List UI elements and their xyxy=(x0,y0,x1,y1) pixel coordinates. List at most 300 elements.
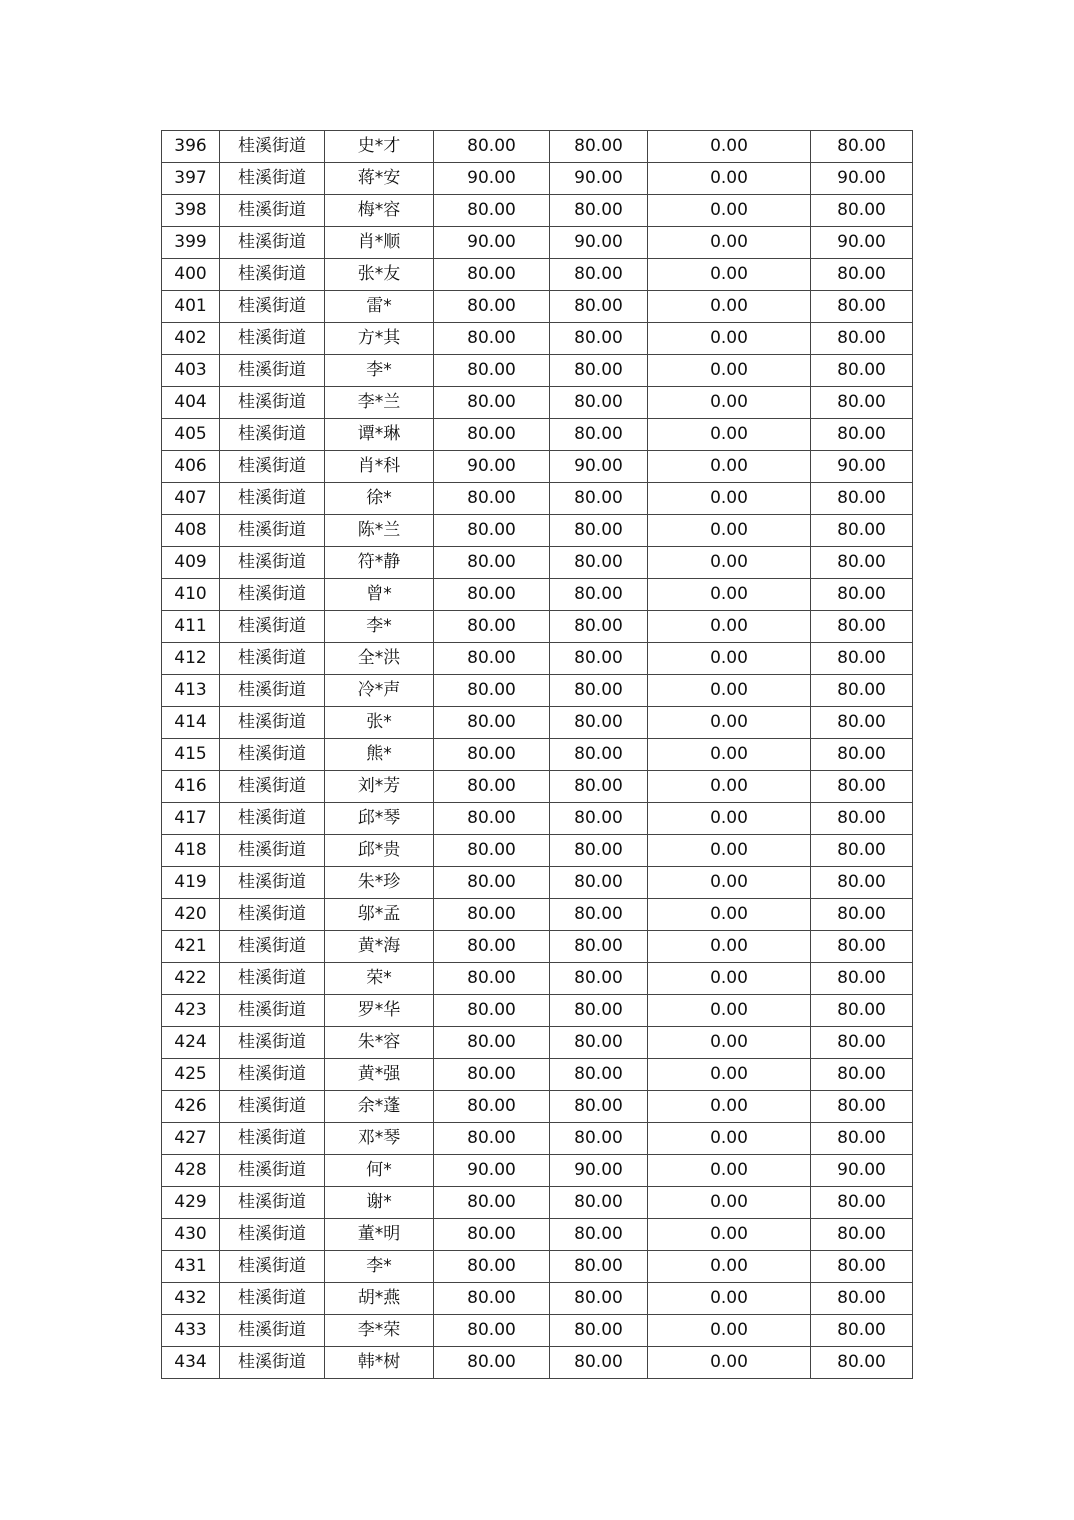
amount-cell: 80.00 xyxy=(434,1059,550,1091)
name-cell: 徐* xyxy=(325,483,434,515)
table-row xyxy=(162,1315,913,1347)
street-cell: 桂溪街道 xyxy=(220,1027,325,1059)
row-number-cell: 427 xyxy=(162,1123,220,1155)
amount-cell: 0.00 xyxy=(648,1347,811,1379)
name-cell: 朱*容 xyxy=(325,1027,434,1059)
name-cell: 邬*孟 xyxy=(325,899,434,931)
street-cell: 桂溪街道 xyxy=(220,963,325,995)
street-cell: 桂溪街道 xyxy=(220,739,325,771)
table-row xyxy=(162,675,913,707)
table-row xyxy=(162,1027,913,1059)
table-row xyxy=(162,227,913,259)
amount-cell: 0.00 xyxy=(648,1251,811,1283)
street-cell: 桂溪街道 xyxy=(220,419,325,451)
table-row xyxy=(162,1283,913,1315)
amount-cell: 80.00 xyxy=(550,547,648,579)
name-cell: 邱*琴 xyxy=(325,803,434,835)
amount-cell: 0.00 xyxy=(648,515,811,547)
street-cell: 桂溪街道 xyxy=(220,1219,325,1251)
table-row xyxy=(162,1187,913,1219)
amount-cell: 0.00 xyxy=(648,227,811,259)
amount-cell: 0.00 xyxy=(648,675,811,707)
amount-cell: 90.00 xyxy=(811,227,913,259)
name-cell: 罗*华 xyxy=(325,995,434,1027)
street-cell: 桂溪街道 xyxy=(220,1347,325,1379)
amount-cell: 0.00 xyxy=(648,291,811,323)
street-cell: 桂溪街道 xyxy=(220,1155,325,1187)
amount-cell: 80.00 xyxy=(811,1059,913,1091)
amount-cell: 80.00 xyxy=(811,995,913,1027)
amount-cell: 80.00 xyxy=(811,1219,913,1251)
amount-cell: 80.00 xyxy=(550,195,648,227)
amount-cell: 90.00 xyxy=(811,451,913,483)
amount-cell: 80.00 xyxy=(811,803,913,835)
name-cell: 何* xyxy=(325,1155,434,1187)
amount-cell: 80.00 xyxy=(434,1251,550,1283)
street-cell: 桂溪街道 xyxy=(220,227,325,259)
row-number-cell: 428 xyxy=(162,1155,220,1187)
row-number-cell: 409 xyxy=(162,547,220,579)
name-cell: 李*兰 xyxy=(325,387,434,419)
row-number-cell: 419 xyxy=(162,867,220,899)
name-cell: 余*蓬 xyxy=(325,1091,434,1123)
street-cell: 桂溪街道 xyxy=(220,547,325,579)
name-cell: 谭*琳 xyxy=(325,419,434,451)
table-row xyxy=(162,1347,913,1379)
table-row xyxy=(162,259,913,291)
name-cell: 李* xyxy=(325,1251,434,1283)
row-number-cell: 434 xyxy=(162,1347,220,1379)
amount-cell: 0.00 xyxy=(648,963,811,995)
amount-cell: 80.00 xyxy=(434,675,550,707)
name-cell: 邱*贵 xyxy=(325,835,434,867)
table-row xyxy=(162,899,913,931)
amount-cell: 80.00 xyxy=(550,963,648,995)
table-row xyxy=(162,931,913,963)
table-row xyxy=(162,771,913,803)
amount-cell: 80.00 xyxy=(811,1251,913,1283)
amount-cell: 80.00 xyxy=(550,675,648,707)
amount-cell: 80.00 xyxy=(811,1027,913,1059)
table-row xyxy=(162,483,913,515)
amount-cell: 80.00 xyxy=(811,387,913,419)
amount-cell: 80.00 xyxy=(550,1059,648,1091)
table-row xyxy=(162,1091,913,1123)
amount-cell: 80.00 xyxy=(434,547,550,579)
table-row xyxy=(162,1251,913,1283)
name-cell: 谢* xyxy=(325,1187,434,1219)
street-cell: 桂溪街道 xyxy=(220,643,325,675)
amount-cell: 80.00 xyxy=(811,355,913,387)
street-cell: 桂溪街道 xyxy=(220,1283,325,1315)
row-number-cell: 425 xyxy=(162,1059,220,1091)
name-cell: 全*洪 xyxy=(325,643,434,675)
amount-cell: 80.00 xyxy=(811,515,913,547)
street-cell: 桂溪街道 xyxy=(220,1123,325,1155)
amount-cell: 0.00 xyxy=(648,1027,811,1059)
row-number-cell: 429 xyxy=(162,1187,220,1219)
table-row xyxy=(162,163,913,195)
row-number-cell: 421 xyxy=(162,931,220,963)
table-row xyxy=(162,419,913,451)
table-row xyxy=(162,1155,913,1187)
row-number-cell: 426 xyxy=(162,1091,220,1123)
amount-cell: 90.00 xyxy=(550,451,648,483)
amount-cell: 80.00 xyxy=(811,579,913,611)
amount-cell: 80.00 xyxy=(550,387,648,419)
street-cell: 桂溪街道 xyxy=(220,1187,325,1219)
amount-cell: 80.00 xyxy=(434,867,550,899)
name-cell: 李*荣 xyxy=(325,1315,434,1347)
row-number-cell: 420 xyxy=(162,899,220,931)
amount-cell: 80.00 xyxy=(550,739,648,771)
amount-cell: 0.00 xyxy=(648,899,811,931)
amount-cell: 80.00 xyxy=(434,387,550,419)
name-cell: 雷* xyxy=(325,291,434,323)
amount-cell: 0.00 xyxy=(648,195,811,227)
amount-cell: 80.00 xyxy=(811,707,913,739)
amount-cell: 90.00 xyxy=(434,163,550,195)
amount-cell: 80.00 xyxy=(434,355,550,387)
amount-cell: 90.00 xyxy=(550,1155,648,1187)
name-cell: 方*其 xyxy=(325,323,434,355)
amount-cell: 80.00 xyxy=(550,995,648,1027)
table-row xyxy=(162,547,913,579)
street-cell: 桂溪街道 xyxy=(220,611,325,643)
name-cell: 肖*科 xyxy=(325,451,434,483)
amount-cell: 80.00 xyxy=(434,323,550,355)
amount-cell: 80.00 xyxy=(550,355,648,387)
street-cell: 桂溪街道 xyxy=(220,195,325,227)
name-cell: 韩*树 xyxy=(325,1347,434,1379)
amount-cell: 80.00 xyxy=(434,195,550,227)
amount-cell: 0.00 xyxy=(648,1059,811,1091)
row-number-cell: 402 xyxy=(162,323,220,355)
street-cell: 桂溪街道 xyxy=(220,291,325,323)
amount-cell: 0.00 xyxy=(648,1123,811,1155)
amount-cell: 90.00 xyxy=(434,227,550,259)
street-cell: 桂溪街道 xyxy=(220,387,325,419)
amount-cell: 80.00 xyxy=(550,1251,648,1283)
amount-cell: 80.00 xyxy=(550,1091,648,1123)
amount-cell: 0.00 xyxy=(648,1315,811,1347)
amount-cell: 80.00 xyxy=(811,1187,913,1219)
amount-cell: 0.00 xyxy=(648,707,811,739)
table-row xyxy=(162,803,913,835)
table-row xyxy=(162,1059,913,1091)
amount-cell: 0.00 xyxy=(648,163,811,195)
row-number-cell: 398 xyxy=(162,195,220,227)
amount-cell: 80.00 xyxy=(811,1347,913,1379)
name-cell: 邓*琴 xyxy=(325,1123,434,1155)
amount-cell: 80.00 xyxy=(811,131,913,163)
table-row xyxy=(162,1123,913,1155)
amount-cell: 80.00 xyxy=(434,803,550,835)
amount-cell: 0.00 xyxy=(648,1283,811,1315)
name-cell: 黄*海 xyxy=(325,931,434,963)
amount-cell: 80.00 xyxy=(434,483,550,515)
row-number-cell: 417 xyxy=(162,803,220,835)
amount-cell: 80.00 xyxy=(811,291,913,323)
amount-cell: 0.00 xyxy=(648,867,811,899)
table-row xyxy=(162,355,913,387)
row-number-cell: 397 xyxy=(162,163,220,195)
amount-cell: 80.00 xyxy=(550,579,648,611)
amount-cell: 0.00 xyxy=(648,739,811,771)
amount-cell: 90.00 xyxy=(811,1155,913,1187)
name-cell: 肖*顺 xyxy=(325,227,434,259)
row-number-cell: 410 xyxy=(162,579,220,611)
amount-cell: 80.00 xyxy=(550,1027,648,1059)
street-cell: 桂溪街道 xyxy=(220,1251,325,1283)
street-cell: 桂溪街道 xyxy=(220,835,325,867)
amount-cell: 90.00 xyxy=(434,1155,550,1187)
amount-cell: 80.00 xyxy=(434,515,550,547)
amount-cell: 80.00 xyxy=(434,1283,550,1315)
street-cell: 桂溪街道 xyxy=(220,259,325,291)
name-cell: 蒋*安 xyxy=(325,163,434,195)
row-number-cell: 404 xyxy=(162,387,220,419)
amount-cell: 80.00 xyxy=(434,1091,550,1123)
amount-cell: 90.00 xyxy=(434,451,550,483)
amount-cell: 80.00 xyxy=(550,803,648,835)
amount-cell: 80.00 xyxy=(550,515,648,547)
table-row xyxy=(162,963,913,995)
name-cell: 张* xyxy=(325,707,434,739)
street-cell: 桂溪街道 xyxy=(220,163,325,195)
amount-cell: 80.00 xyxy=(434,291,550,323)
table-row xyxy=(162,1219,913,1251)
amount-cell: 80.00 xyxy=(550,643,648,675)
table-row xyxy=(162,195,913,227)
amount-cell: 80.00 xyxy=(811,739,913,771)
street-cell: 桂溪街道 xyxy=(220,675,325,707)
amount-cell: 80.00 xyxy=(550,1283,648,1315)
amount-cell: 80.00 xyxy=(811,195,913,227)
table-row xyxy=(162,451,913,483)
table-body xyxy=(162,131,913,1379)
amount-cell: 0.00 xyxy=(648,259,811,291)
table-row xyxy=(162,611,913,643)
street-cell: 桂溪街道 xyxy=(220,131,325,163)
amount-cell: 0.00 xyxy=(648,547,811,579)
row-number-cell: 423 xyxy=(162,995,220,1027)
amount-cell: 80.00 xyxy=(434,419,550,451)
amount-cell: 80.00 xyxy=(550,835,648,867)
row-number-cell: 433 xyxy=(162,1315,220,1347)
street-cell: 桂溪街道 xyxy=(220,579,325,611)
name-cell: 荣* xyxy=(325,963,434,995)
street-cell: 桂溪街道 xyxy=(220,867,325,899)
row-number-cell: 407 xyxy=(162,483,220,515)
table-row xyxy=(162,739,913,771)
amount-cell: 80.00 xyxy=(434,1027,550,1059)
row-number-cell: 405 xyxy=(162,419,220,451)
amount-cell: 90.00 xyxy=(550,163,648,195)
amount-cell: 80.00 xyxy=(811,259,913,291)
amount-cell: 80.00 xyxy=(434,1219,550,1251)
amount-cell: 80.00 xyxy=(434,1123,550,1155)
amount-cell: 80.00 xyxy=(434,1187,550,1219)
amount-cell: 80.00 xyxy=(434,995,550,1027)
amount-cell: 80.00 xyxy=(434,611,550,643)
amount-cell: 80.00 xyxy=(811,1123,913,1155)
row-number-cell: 406 xyxy=(162,451,220,483)
name-cell: 冷*声 xyxy=(325,675,434,707)
street-cell: 桂溪街道 xyxy=(220,771,325,803)
amount-cell: 0.00 xyxy=(648,1187,811,1219)
name-cell: 刘*芳 xyxy=(325,771,434,803)
street-cell: 桂溪街道 xyxy=(220,323,325,355)
table-row xyxy=(162,707,913,739)
street-cell: 桂溪街道 xyxy=(220,707,325,739)
amount-cell: 80.00 xyxy=(550,259,648,291)
street-cell: 桂溪街道 xyxy=(220,803,325,835)
street-cell: 桂溪街道 xyxy=(220,1091,325,1123)
row-number-cell: 424 xyxy=(162,1027,220,1059)
amount-cell: 80.00 xyxy=(811,1315,913,1347)
table-row xyxy=(162,291,913,323)
table-row xyxy=(162,835,913,867)
amount-cell: 0.00 xyxy=(648,1155,811,1187)
row-number-cell: 422 xyxy=(162,963,220,995)
amount-cell: 0.00 xyxy=(648,803,811,835)
amount-cell: 0.00 xyxy=(648,611,811,643)
amount-cell: 80.00 xyxy=(811,771,913,803)
name-cell: 李* xyxy=(325,355,434,387)
amount-cell: 80.00 xyxy=(550,611,648,643)
row-number-cell: 413 xyxy=(162,675,220,707)
amount-cell: 0.00 xyxy=(648,579,811,611)
name-cell: 熊* xyxy=(325,739,434,771)
table-row xyxy=(162,995,913,1027)
name-cell: 董*明 xyxy=(325,1219,434,1251)
amount-cell: 80.00 xyxy=(550,707,648,739)
name-cell: 李* xyxy=(325,611,434,643)
amount-cell: 0.00 xyxy=(648,835,811,867)
street-cell: 桂溪街道 xyxy=(220,355,325,387)
amount-cell: 0.00 xyxy=(648,931,811,963)
amount-cell: 90.00 xyxy=(550,227,648,259)
amount-cell: 80.00 xyxy=(811,675,913,707)
amount-cell: 0.00 xyxy=(648,355,811,387)
amount-cell: 80.00 xyxy=(811,867,913,899)
table-row xyxy=(162,323,913,355)
name-cell: 曾* xyxy=(325,579,434,611)
row-number-cell: 432 xyxy=(162,1283,220,1315)
street-cell: 桂溪街道 xyxy=(220,515,325,547)
amount-cell: 80.00 xyxy=(550,419,648,451)
table-row xyxy=(162,515,913,547)
amount-cell: 0.00 xyxy=(648,131,811,163)
row-number-cell: 415 xyxy=(162,739,220,771)
street-cell: 桂溪街道 xyxy=(220,995,325,1027)
amount-cell: 0.00 xyxy=(648,387,811,419)
amount-cell: 80.00 xyxy=(811,899,913,931)
amount-cell: 80.00 xyxy=(811,611,913,643)
amount-cell: 80.00 xyxy=(434,707,550,739)
amount-cell: 80.00 xyxy=(434,259,550,291)
amount-cell: 80.00 xyxy=(550,483,648,515)
row-number-cell: 401 xyxy=(162,291,220,323)
amount-cell: 80.00 xyxy=(550,1187,648,1219)
row-number-cell: 411 xyxy=(162,611,220,643)
row-number-cell: 418 xyxy=(162,835,220,867)
amount-cell: 80.00 xyxy=(811,931,913,963)
amount-cell: 80.00 xyxy=(811,643,913,675)
street-cell: 桂溪街道 xyxy=(220,1315,325,1347)
data-table xyxy=(161,130,913,1379)
street-cell: 桂溪街道 xyxy=(220,451,325,483)
street-cell: 桂溪街道 xyxy=(220,899,325,931)
amount-cell: 80.00 xyxy=(811,323,913,355)
amount-cell: 80.00 xyxy=(550,323,648,355)
amount-cell: 90.00 xyxy=(811,163,913,195)
row-number-cell: 414 xyxy=(162,707,220,739)
amount-cell: 80.00 xyxy=(550,291,648,323)
name-cell: 史*才 xyxy=(325,131,434,163)
amount-cell: 80.00 xyxy=(550,771,648,803)
amount-cell: 80.00 xyxy=(434,931,550,963)
table-row xyxy=(162,643,913,675)
row-number-cell: 416 xyxy=(162,771,220,803)
amount-cell: 80.00 xyxy=(434,1347,550,1379)
row-number-cell: 431 xyxy=(162,1251,220,1283)
amount-cell: 80.00 xyxy=(811,835,913,867)
amount-cell: 80.00 xyxy=(811,483,913,515)
amount-cell: 80.00 xyxy=(434,643,550,675)
amount-cell: 80.00 xyxy=(434,579,550,611)
amount-cell: 0.00 xyxy=(648,643,811,675)
amount-cell: 0.00 xyxy=(648,771,811,803)
street-cell: 桂溪街道 xyxy=(220,483,325,515)
table-row xyxy=(162,131,913,163)
amount-cell: 0.00 xyxy=(648,419,811,451)
amount-cell: 0.00 xyxy=(648,323,811,355)
row-number-cell: 396 xyxy=(162,131,220,163)
amount-cell: 80.00 xyxy=(811,547,913,579)
amount-cell: 80.00 xyxy=(550,131,648,163)
street-cell: 桂溪街道 xyxy=(220,931,325,963)
amount-cell: 80.00 xyxy=(550,1219,648,1251)
name-cell: 梅*容 xyxy=(325,195,434,227)
row-number-cell: 408 xyxy=(162,515,220,547)
row-number-cell: 400 xyxy=(162,259,220,291)
amount-cell: 80.00 xyxy=(550,1347,648,1379)
amount-cell: 0.00 xyxy=(648,451,811,483)
amount-cell: 80.00 xyxy=(434,1315,550,1347)
amount-cell: 80.00 xyxy=(550,931,648,963)
row-number-cell: 430 xyxy=(162,1219,220,1251)
amount-cell: 0.00 xyxy=(648,995,811,1027)
amount-cell: 80.00 xyxy=(811,963,913,995)
amount-cell: 80.00 xyxy=(434,131,550,163)
row-number-cell: 412 xyxy=(162,643,220,675)
street-cell: 桂溪街道 xyxy=(220,1059,325,1091)
amount-cell: 80.00 xyxy=(811,419,913,451)
amount-cell: 80.00 xyxy=(434,835,550,867)
amount-cell: 80.00 xyxy=(550,899,648,931)
amount-cell: 0.00 xyxy=(648,1091,811,1123)
amount-cell: 80.00 xyxy=(434,739,550,771)
table-row xyxy=(162,387,913,419)
amount-cell: 80.00 xyxy=(550,867,648,899)
amount-cell: 80.00 xyxy=(811,1283,913,1315)
row-number-cell: 399 xyxy=(162,227,220,259)
amount-cell: 80.00 xyxy=(811,1091,913,1123)
amount-cell: 80.00 xyxy=(550,1123,648,1155)
amount-cell: 80.00 xyxy=(550,1315,648,1347)
